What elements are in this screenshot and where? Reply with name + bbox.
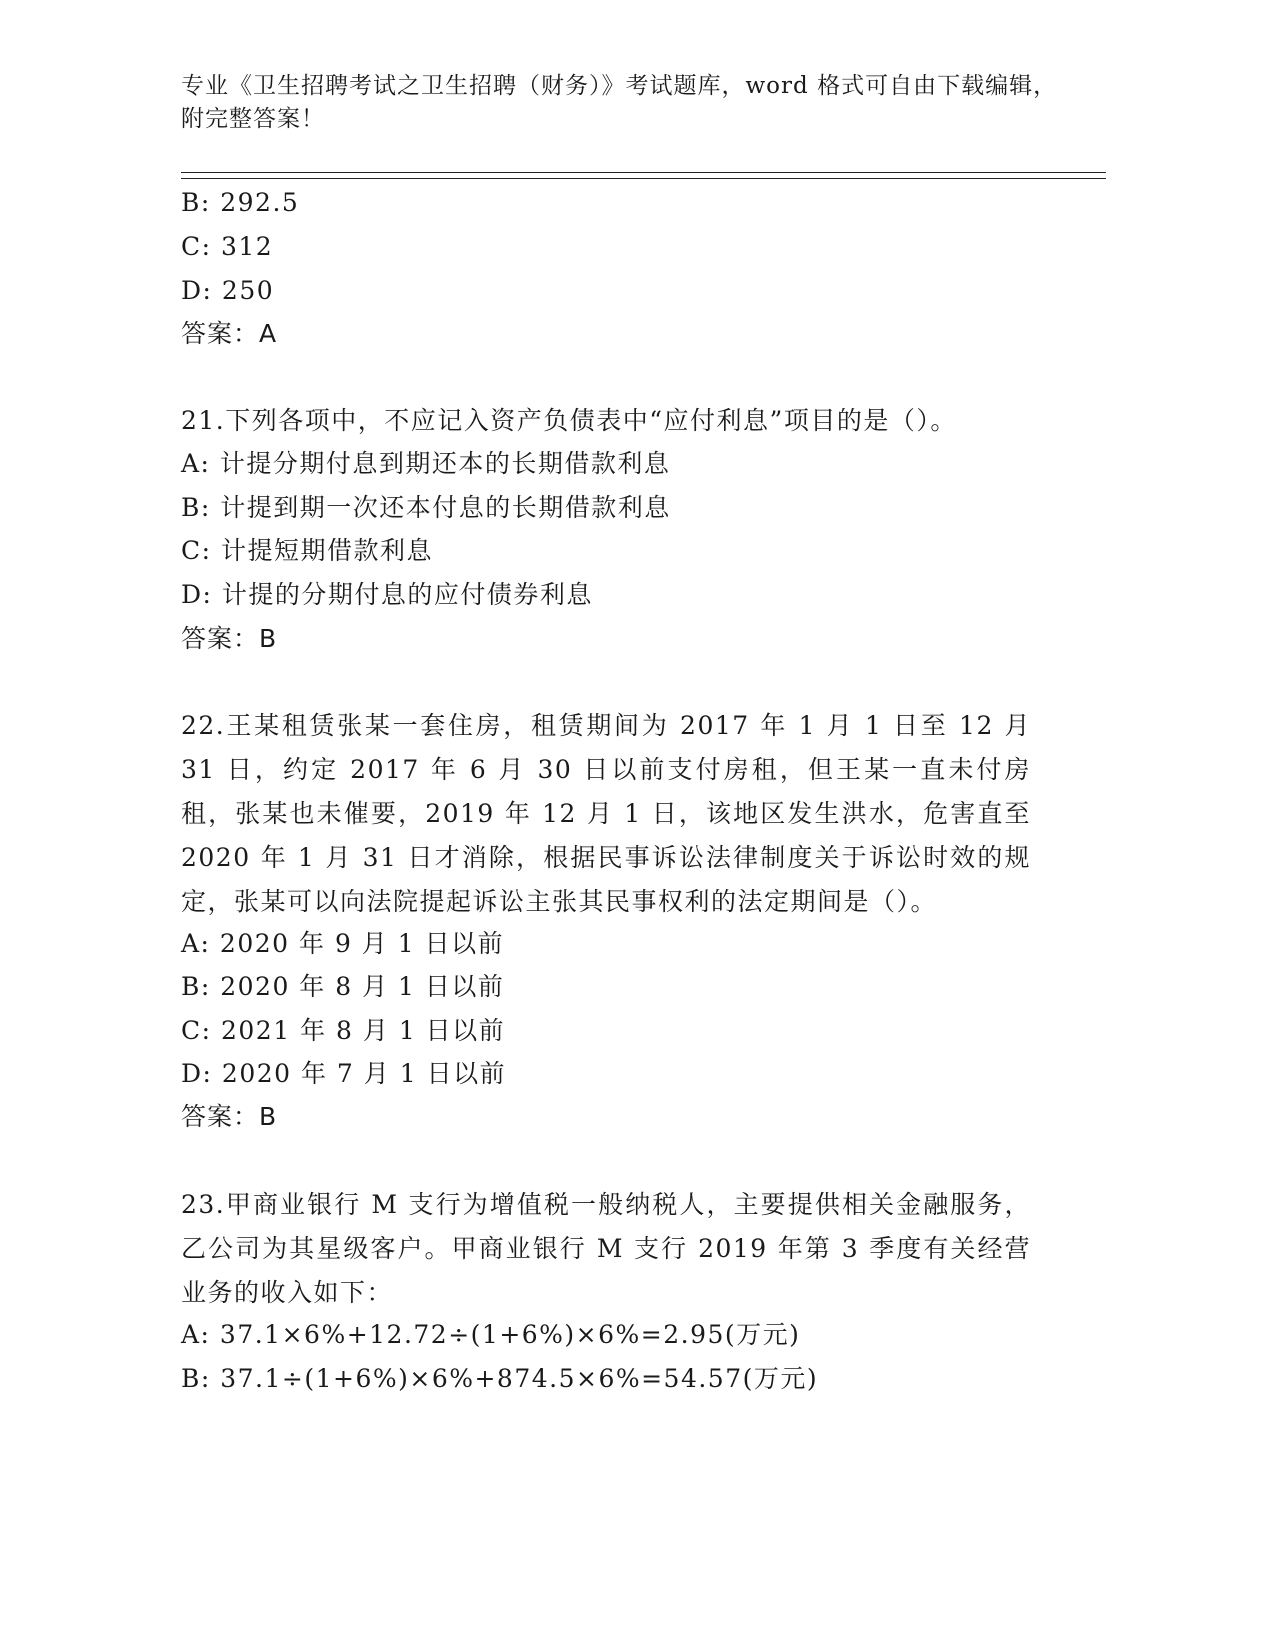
question-22-option-c: C: 2021 年 8 月 1 日以前 <box>181 1016 506 1045</box>
option-c: C: 312 <box>181 232 274 261</box>
question-22-answer: 答案：B <box>181 1102 278 1131</box>
question-21-option-c: C: 计提短期借款利息 <box>181 536 433 565</box>
question-23-option-a: A: 37.1×6%+12.72÷(1+6%)×6%=2.95(万元) <box>181 1320 801 1349</box>
question-21-stem: 21.下列各项中，不应记入资产负债表中“应付利息”项目的是（）。 <box>181 406 957 435</box>
document-header: 专业《卫生招聘考试之卫生招聘（财务）》考试题库，word 格式可自由下载编辑，附完整答案！ <box>181 73 1058 132</box>
header-divider-top <box>181 172 1106 173</box>
question-23-option-b: B: 37.1÷(1+6%)×6%+874.5×6%=54.57(万元) <box>181 1364 819 1393</box>
answer-line: 答案：A <box>181 319 278 348</box>
question-22-option-b: B: 2020 年 8 月 1 日以前 <box>181 972 505 1001</box>
header-divider-bottom <box>181 178 1106 179</box>
question-21-answer: 答案：B <box>181 624 278 653</box>
question-22-option-d: D: 2020 年 7 月 1 日以前 <box>181 1059 507 1088</box>
option-d: D: 250 <box>181 276 275 305</box>
question-21-option-b: B: 计提到期一次还本付息的长期借款利息 <box>181 493 671 522</box>
option-b: B: 292.5 <box>181 188 300 217</box>
question-21-option-a: A: 计提分期付息到期还本的长期借款利息 <box>181 449 671 478</box>
question-21-option-d: D: 计提的分期付息的应付债券利息 <box>181 580 593 609</box>
question-22-option-a: A: 2020 年 9 月 1 日以前 <box>181 929 505 958</box>
question-23-stem: 23.甲商业银行 M 支行为增值税一般纳税人，主要提供相关金融服务，乙公司为其星级客户。甲商业银行 M 支行 2019 年第 3 季度有关经营业务的收入如下： <box>181 1190 1031 1307</box>
question-22-stem: 22.王某租赁张某一套住房，租赁期间为 2017 年 1 月 1 日至 12 月 31 日，约定 2017 年 6 月 30 日以前支付房租，但王某一直未付房租，张某也未催要，2019 年 12 月 1 日，该地区发生洪水，危害直至 2020 年 1 月 31 日才消除，根据民事诉讼法律制度关于诉讼时效的规定，张某可以向法院提起诉讼主张其民事权利的法定期间是（）。 <box>181 711 1031 916</box>
